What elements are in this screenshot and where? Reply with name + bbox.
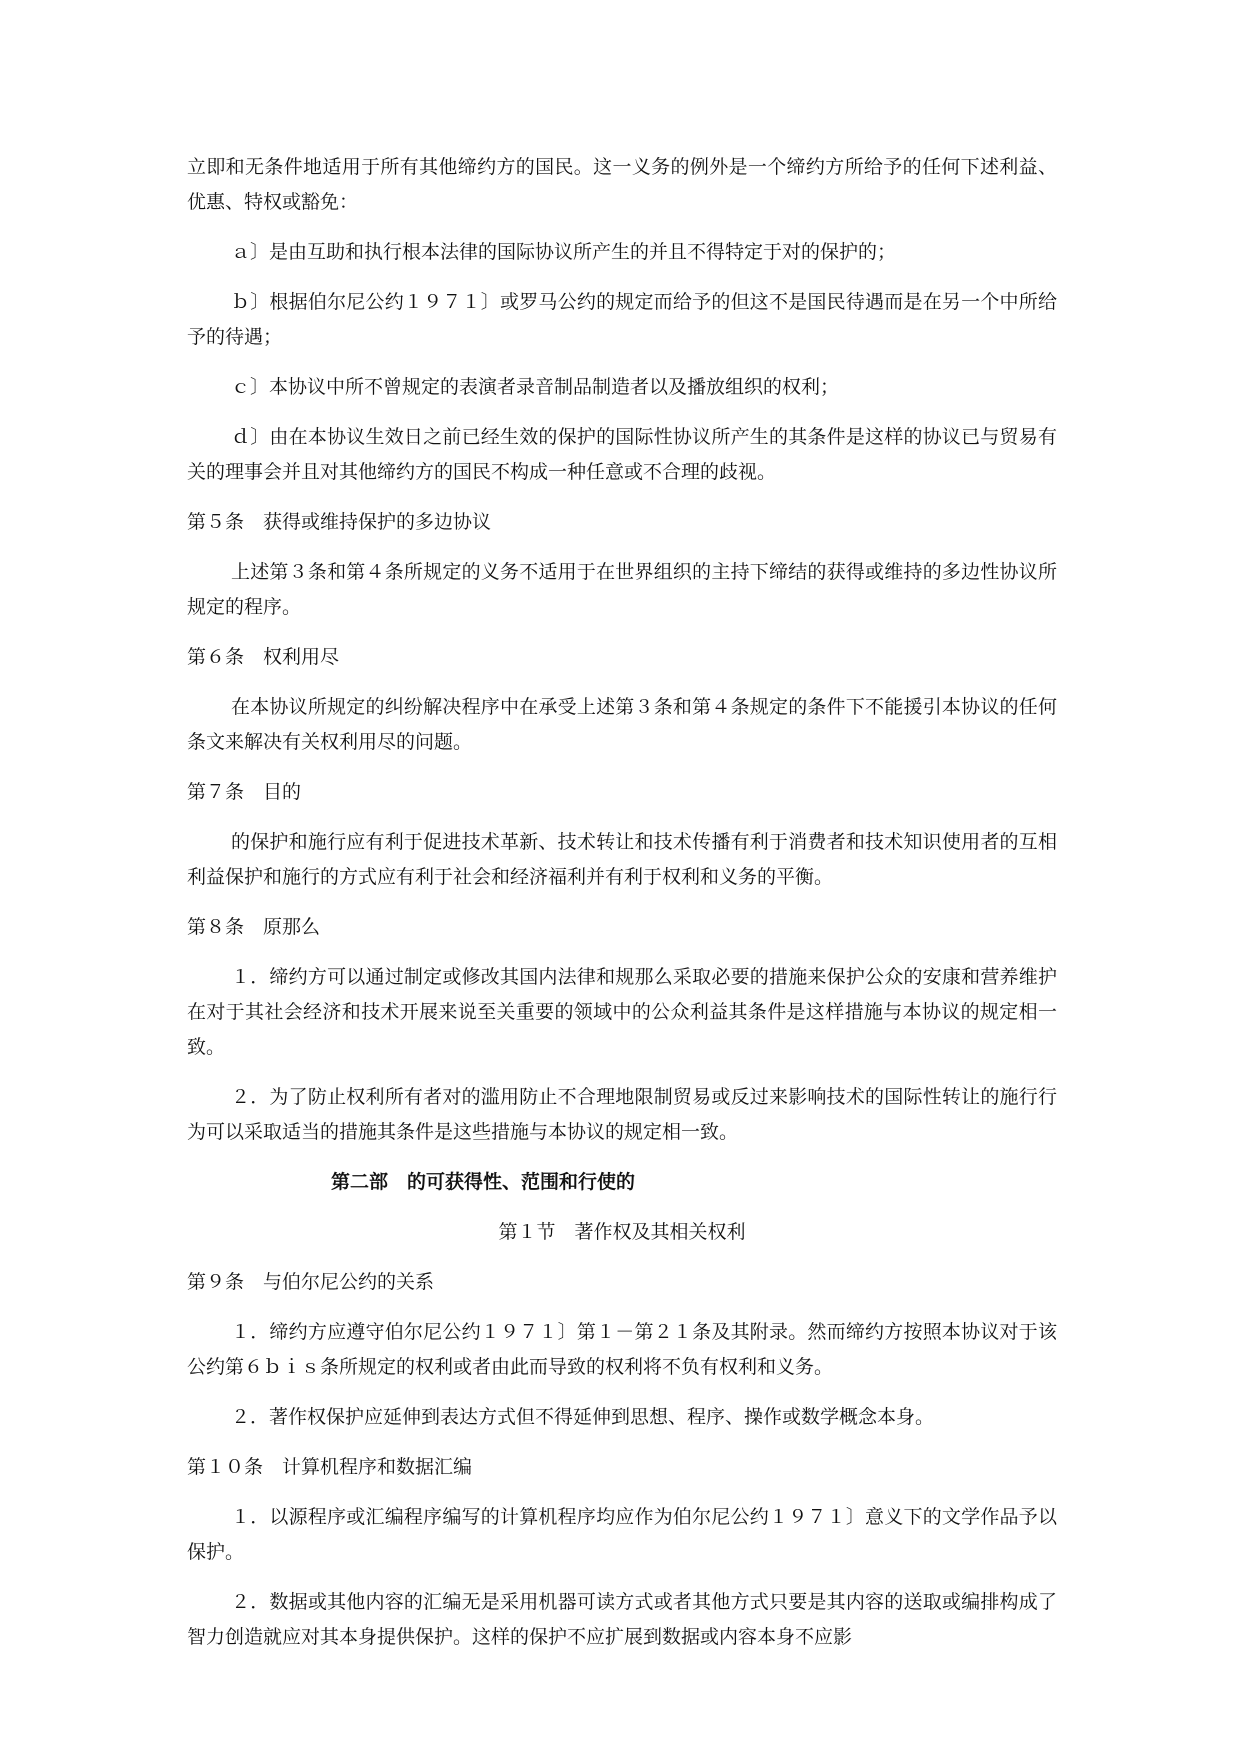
article-heading-10: 第１０条 计算机程序和数据汇编: [187, 1456, 473, 1478]
clause-c: ｃ〕本协议中所不曾规定的表演者录音制品制造者以及播放组织的权利；: [231, 376, 840, 398]
paragraph: ２．数据或其他内容的汇编无是采用机器可读方式或者其他方式只要是其内容的送取或编排构成了智力创造就应对其本身提供保护。这样的保护不应扩展到数据或内容本身不应影: [187, 1591, 1057, 1648]
paragraph: １．缔约方可以通过制定或修改其国内法律和规那么采取必要的措施来保护公众的安康和营养维护在对于其社会经济和技术开展来说至关重要的领域中的公众利益其条件是这样措施与本协议的规定相一致。: [187, 966, 1057, 1058]
paragraph: 立即和无条件地适用于所有其他缔约方的国民。这一义务的例外是一个缔约方所给予的任何下述利益、优惠、特权或豁免：: [187, 156, 1057, 213]
paragraph: ２．为了防止权利所有者对的滥用防止不合理地限制贸易或反过来影响技术的国际性转让的施行行为可以采取适当的措施其条件是这些措施与本协议的规定相一致。: [187, 1086, 1057, 1143]
clause-d: ｄ〕由在本协议生效日之前已经生效的保护的国际性协议所产生的其条件是这样的协议已与贸易有关的理事会并且对其他缔约方的国民不构成一种任意或不合理的歧视。: [187, 426, 1057, 483]
section-heading: 第１节 著作权及其相关权利: [498, 1221, 746, 1243]
document-page: [187, 150, 1057, 1670]
paragraph: 的保护和施行应有利于促进技术革新、技术转让和技术传播有利于消费者和技术知识使用者的互相利益保护和施行的方式应有利于社会和经济福利并有利于权利和义务的平衡。: [187, 831, 1057, 888]
paragraph: ２．著作权保护应延伸到表达方式但不得延伸到思想、程序、操作或数学概念本身。: [231, 1406, 935, 1428]
clause-b: ｂ〕根据伯尔尼公约１９７１〕或罗马公约的规定而给予的但这不是国民待遇而是在另一个中所给予的待遇；: [187, 291, 1057, 348]
part-heading: 第二部 的可获得性、范围和行使的: [331, 1171, 636, 1193]
clause-a: ａ〕是由互助和执行根本法律的国际协议所产生的并且不得特定于对的保护的；: [231, 241, 897, 263]
article-heading-5: 第５条 获得或维持保护的多边协议: [187, 511, 492, 533]
paragraph: １．以源程序或汇编程序编写的计算机程序均应作为伯尔尼公约１９７１〕意义下的文学作品予以保护。: [187, 1506, 1057, 1563]
article-heading-9: 第９条 与伯尔尼公约的关系: [187, 1271, 435, 1293]
article-heading-7: 第７条 目的: [187, 781, 302, 803]
paragraph: 上述第３条和第４条所规定的义务不适用于在世界组织的主持下缔结的获得或维持的多边性协议所规定的程序。: [187, 561, 1057, 618]
article-heading-6: 第６条 权利用尽: [187, 646, 340, 668]
paragraph: 在本协议所规定的纠纷解决程序中在承受上述第３条和第４条规定的条件下不能援引本协议的任何条文来解决有关权利用尽的问题。: [187, 696, 1057, 753]
paragraph: １．缔约方应遵守伯尔尼公约１９７１〕第１－第２１条及其附录。然而缔约方按照本协议对于该公约第６ｂｉｓ条所规定的权利或者由此而导致的权利将不负有权利和义务。: [187, 1321, 1057, 1378]
article-heading-8: 第８条 原那么: [187, 916, 321, 938]
